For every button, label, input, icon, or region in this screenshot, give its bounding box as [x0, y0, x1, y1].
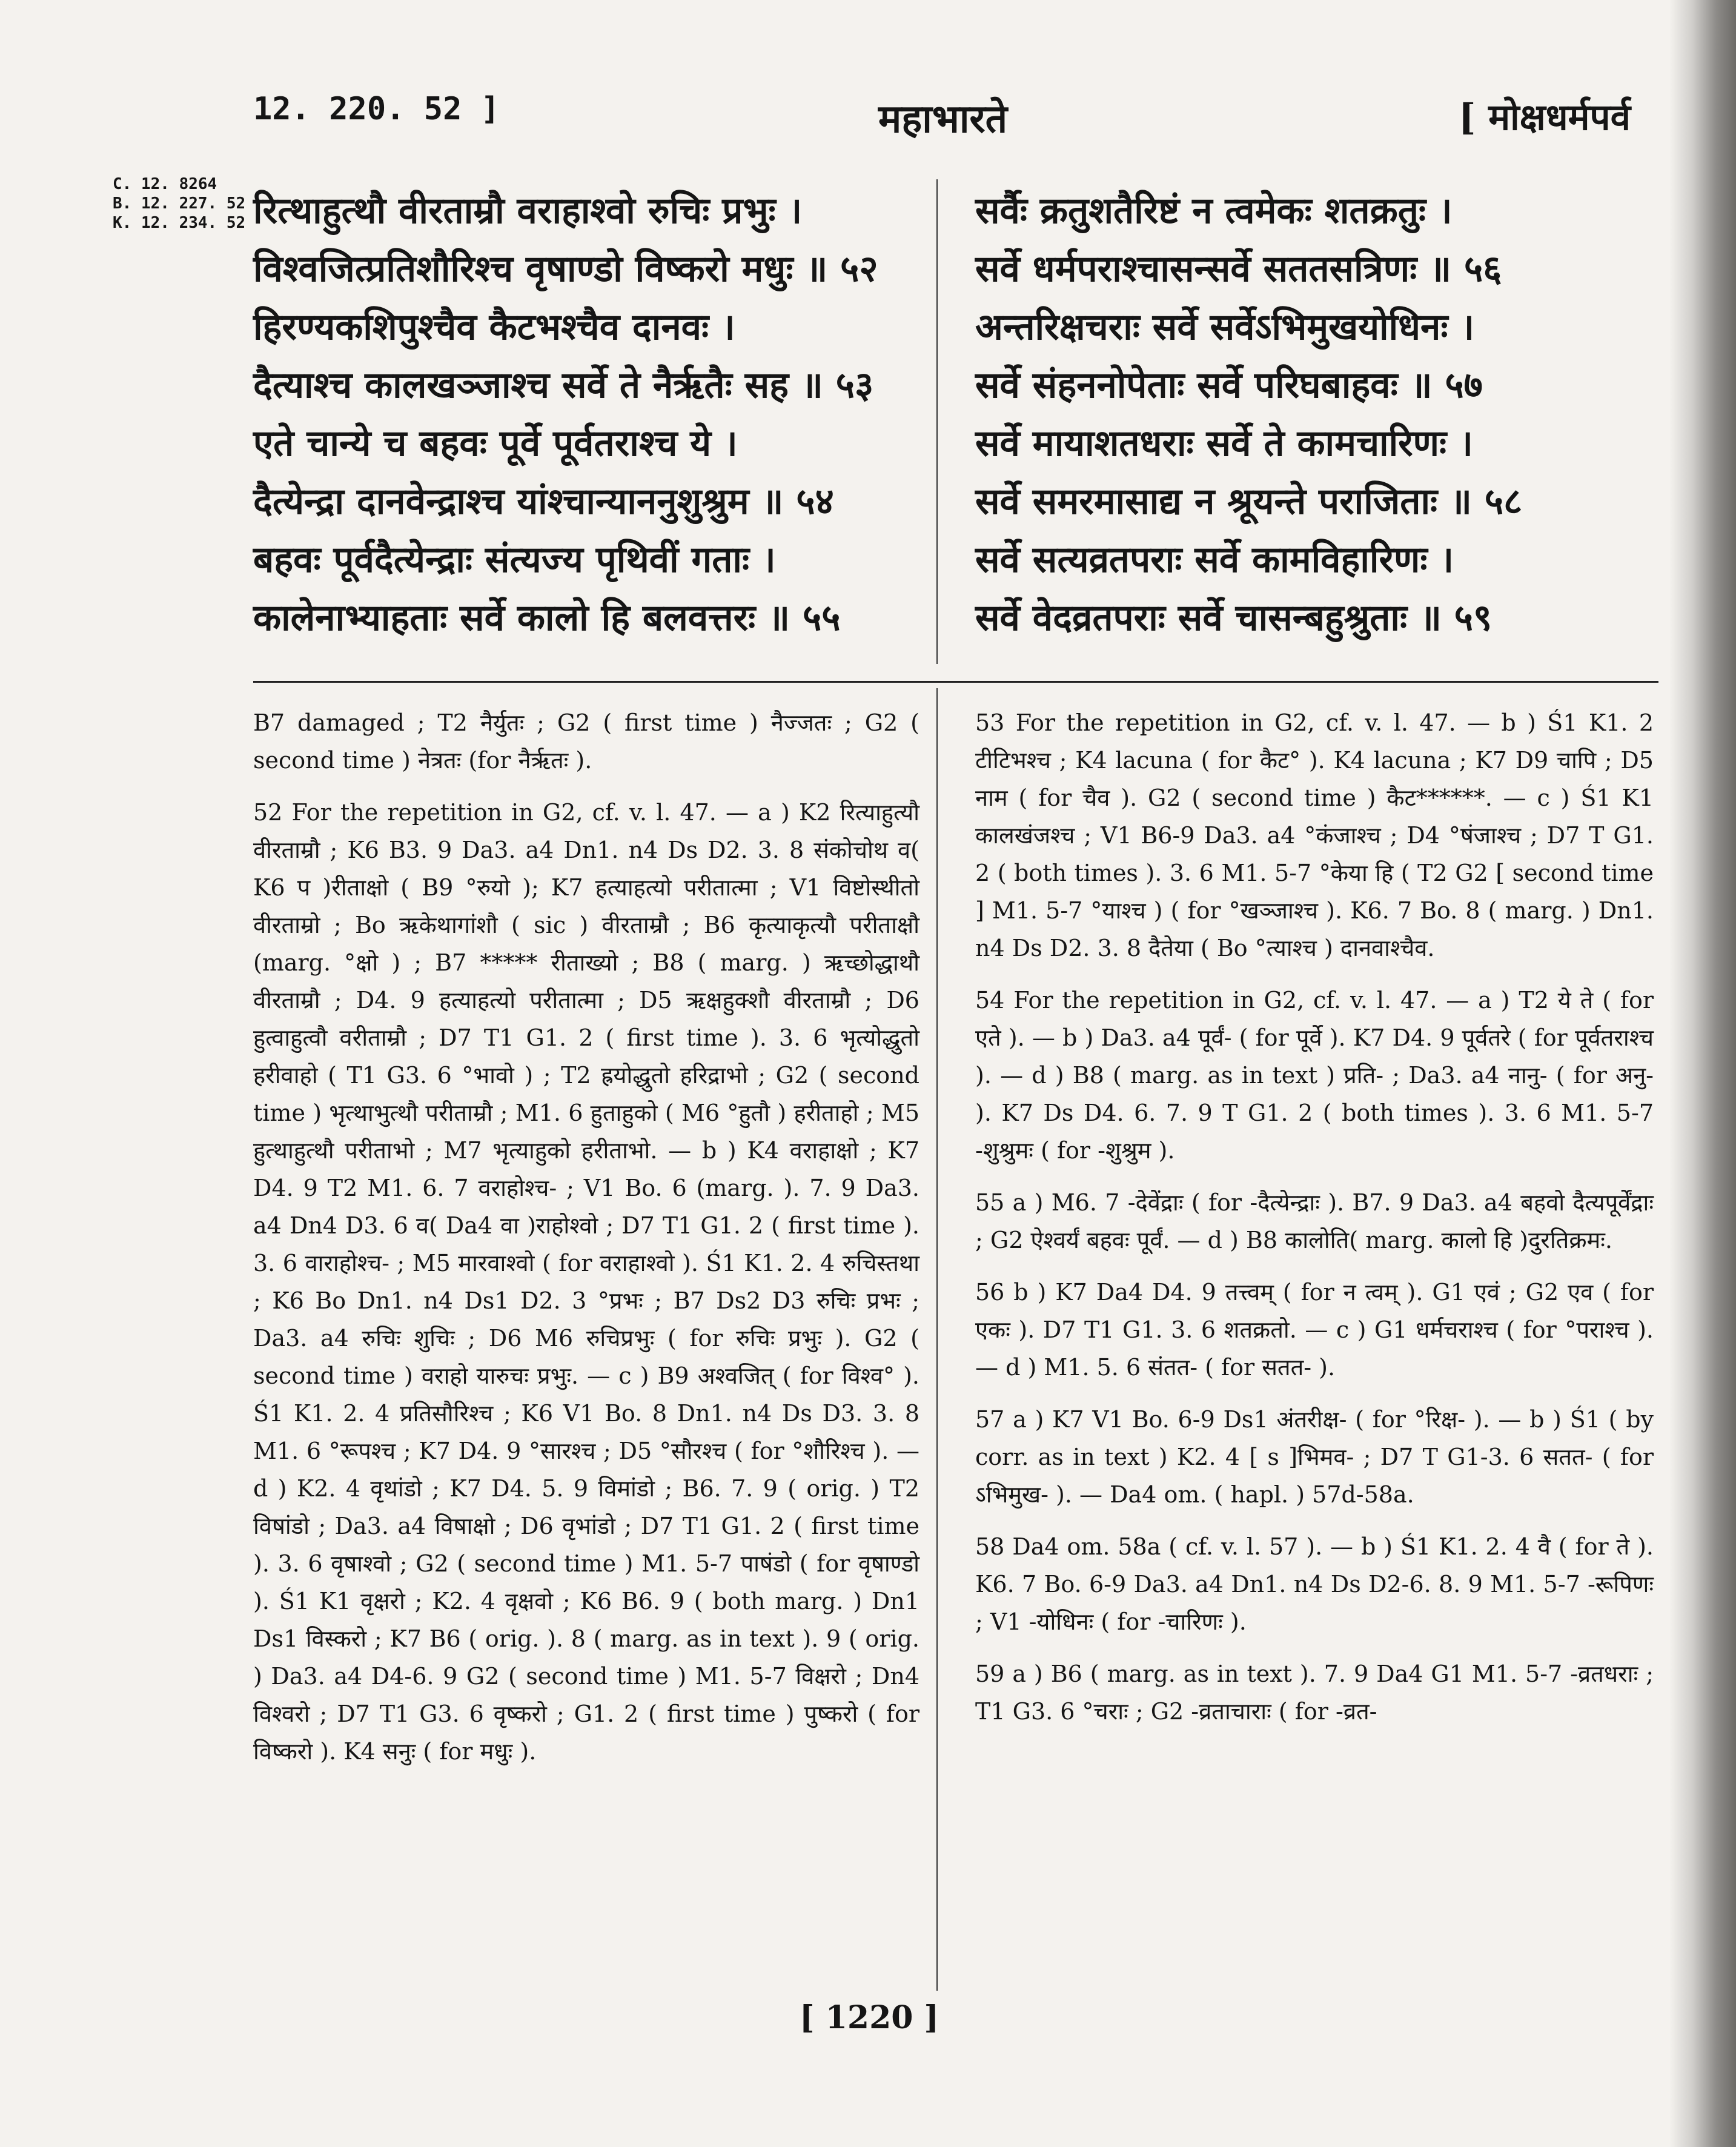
- page-number: [ 1220 ]: [800, 1999, 939, 2036]
- verse-line: हिरण्यकशिपुश्चैव कैटभश्चैव दानवः ।: [253, 306, 735, 348]
- apparatus-note: B7 damaged ; T2 नैर्युतः ; G2 ( first time ) नैज्जतः ; G2 ( second time ) नेत्रतः (for नैर्ऋतः ).: [253, 709, 919, 774]
- verse-line: अन्तरिक्षचराः सर्वे सर्वेऽभिमुखयोधिनः ।: [975, 306, 1475, 348]
- verse-line: विश्वजित्प्रतिशौरिश्च वृषाण्डो विष्करो मधुः ॥ ५२: [253, 248, 878, 290]
- apparatus-note: 52 For the repetition in G2, cf. v. l. 47. — a ) K2 रित्याहुत्यौ वीरताम्रौ ; K6 B3. 9 Da3. a4 Dn1. n4 Ds D2. 3. 8 संकोचोथ व( K6 प )रीताक्षो ( B9 °रुयो ); K7 हत्याहत्यो परीतात्मा ; V1 विष्टोस्थीतो वीरताम्रो ; Bo ऋकेथागांशौ ( sic ) वीरताम्रौ ; B6 कृत्याकृत्यौ परीताक्षौ (marg. °क्षो ) ; B7 ***** रीताख्यो ; B8 ( marg. ) ऋच्छोद्धाथौ वीरताम्रौ ; D4. 9 हत्याहत्यो परीतात्मा ; D5 ऋक्षहुक्शौ वीरताम्रौ ; D6 हुत्वाहुत्वौ वरीताम्रौ ; D7 T1 G1. 2 ( first time ). 3. 6 भृत्योद्धुतो हरीवाहो ( T1 G3. 6 °भावो ) ; T2 ह्रयोद्धुतो हरिद्राभो ; G2 ( second time ) भृत्थाभुत्थौ परीताम्रौ ; M1. 6 हुताहुको ( M6 °हुतौ ) हरीताहो ; M5 हुत्थाहुत्थौ परीताभो ; M7 भृत्याहुको हरीताभो. — b ) K4 वराहाक्षो ; K7 D4. 9 T2 M1. 6. 7 वराहोश्च- ; V1 Bo. 6 (marg. ). 7. 9 Da3. a4 Dn4 D3. 6 व( Da4 वा )राहोश्वो ; D7 T1 G1. 2 ( first time ). 3. 6 वाराहोश्च- ; M5 मारवाश्वो ( for वराहाश्वो ). Ś1 K1. 2. 4 रुचिस्तथा ; K6 Bo Dn1. n4 Ds1 D2. 3 °प्रभः ; B7 Ds2 D3 रुचिः प्रभः ; Da3. a4 रुचिः शुचिः ; D6 M6 रुचिप्रभुः ( for रुचिः प्रभुः ). G2 ( second time ) वराहो यारुचः प्रभुः. — c ) B9 अश्वजित् ( for विश्व° ). Ś1 K1. 2. 4 प्रतिसौरिश्च ; K6 V1 Bo. 8 Dn1. n4 Ds D3. 3. 8 M1. 6 °रूपश्च ; K7 D4. 9 °सारश्च ; D5 °सौरश्च ( for °शौरिश्च ). — d ) K2. 4 वृथांडो ; K7 D4. 5. 9 विमांडो ; B6. 7. 9 ( orig. ) T2 विषांडो ; Da3. a4 विषाक्षो ; D6 वृभांडो ; D7 T1 G1. 2 ( first time ). 3. 6 वृषाश्वो ; G2 ( second time ) M1. 5-7 पाषंडो ( for वृषाण्डो ). Ś1 K1 वृक्षरो ; K2. 4 वृक्षवो ; K6 B6. 9 ( both marg. ) Dn1 Ds1 विस्करो ; K7 B6 ( orig. ). 8 ( marg. as in text ). 9 ( orig. ) Da3. a4 D4-6. 9 G2 ( second time ) M1. 5-7 विक्षरो ; Dn4 विश्वरो ; D7 T1 G3. 6 वृष्करो ; G1. 2 ( first time ) पुष्करो ( for विष्करो ). K4 सनुः ( for मधुः ).: [253, 799, 919, 1765]
- apparatus-note: 58 Da4 om. 58a ( cf. v. l. 57 ). — b ) Ś1 K1. 2. 4 वै ( for ते ). K6. 7 Bo. 6-9 Da3. a4 Dn1. n4 Ds D2-6. 8. 9 M1. 5-7 -रूपिणः ; V1 -योधिनः ( for -चारिणः ).: [975, 1533, 1654, 1635]
- parva-title: [ मोक्षधर्मपर्व: [1459, 96, 1631, 139]
- concordance-bombay: B. 12. 227. 52: [113, 194, 246, 213]
- book-title: महाभारते: [878, 96, 1008, 142]
- verses-right-column: [975, 182, 1648, 647]
- verse-line: सर्वैः क्रतुशतैरिष्टं न त्वमेकः शतक्रतुः ।: [975, 190, 1453, 232]
- concordance-kumbakonam: K. 12. 234. 52: [113, 214, 246, 232]
- apparatus-note: 54 For the repetition in G2, cf. v. l. 47. — a ) T2 ये ते ( for एते ). — b ) Da3. a4 पूर्वं- ( for पूर्वे ). K7 D4. 9 पूर्वतरे ( for पूर्वतराश्च ). — d ) B8 ( marg. as in text ) प्रति- ; Da3. a4 नानु- ( for अनु- ). K7 Ds D4. 6. 7. 9 T G1. 2 ( both times ). 3. 6 M1. 5-7 -शुश्रुमः ( for -शुश्रुम ).: [975, 987, 1654, 1164]
- apparatus-note: 55 a ) M6. 7 -देवेंद्राः ( for -दैत्येन्द्राः ). B7. 9 Da3. a4 बहवो दैत्यपूर्वेंद्राः ; G2 ऐश्वर्यं बहवः पूर्वं. — d ) B8 कालोति( marg. कालो हि )दुरतिक्रमः.: [975, 1189, 1654, 1253]
- apparatus-right-column: [975, 704, 1654, 1745]
- apparatus-note: 57 a ) K7 V1 Bo. 6-9 Ds1 अंतरीक्ष- ( for °रिक्ष- ). — b ) Ś1 ( by corr. as in text ) K2. 4 [ s ]भिमव- ; D7 T G1-3. 6 सतत- ( for ऽभिमुख- ). — Da4 om. ( hapl. ) 57d-58a.: [975, 1406, 1654, 1508]
- verse-line: सर्वे सत्यव्रतपराः सर्वे कामविहारिणः ।: [975, 539, 1454, 581]
- verse-line: दैत्याश्च कालखञ्जाश्च सर्वे ते नैर्ऋतैः सह ॥ ५३: [253, 364, 874, 407]
- apparatus-column-divider: [936, 688, 938, 1991]
- verse-line: कालेनाभ्याहताः सर्वे कालो हि बलवत्तरः ॥ ५५: [253, 597, 841, 639]
- verse-line: सर्वे संहननोपेताः सर्वे परिघबाहवः ॥ ५७: [975, 364, 1483, 407]
- apparatus-note: 53 For the repetition in G2, cf. v. l. 47. — b ) Ś1 K1. 2 टीटिभश्च ; K4 lacuna ( for कैट° ). K4 lacuna ; K7 D9 चापि ; D5 नाम ( for चैव ). G2 ( second time ) कैट******. — c ) Ś1 K1 कालखंजश्च ; V1 B6-9 Da3. a4 °कंजाश्च ; D4 °षंजाश्च ; D7 T G1. 2 ( both times ). 3. 6 M1. 5-7 °केया हि ( T2 G2 [ second time ] M1. 5-7 °याश्च ) ( for °खञ्जाश्च ). K6. 7 Bo. 8 ( marg. ) Dn1. n4 Ds D2. 3. 8 दैतेया ( Bo °त्याश्च ) दानवाश्चैव.: [975, 709, 1654, 961]
- verse-reference: 12. 220. 52 ]: [253, 91, 500, 127]
- apparatus-note: 59 a ) B6 ( marg. as in text ). 7. 9 Da4 G1 M1. 5-7 -व्रतधराः ; T1 G3. 6 °चराः ; G2 -व्रताचाराः ( for -व्रत-: [975, 1661, 1654, 1725]
- book-edge-shadow: [1669, 0, 1736, 2147]
- verse-line: दैत्येन्द्रा दानवेन्द्राश्च यांश्चान्याननुशुश्रुम ॥ ५४: [253, 480, 834, 523]
- verse-line: रित्थाहुत्थौ वीरताम्रौ वराहाश्वो रुचिः प्रभुः ।: [253, 190, 803, 232]
- verse-column-divider: [936, 179, 938, 664]
- verse-line: सर्वे धर्मपराश्चासन्सर्वे सततसत्रिणः ॥ ५६: [975, 248, 1502, 290]
- verse-line: बहवः पूर्वदैत्येन्द्राः संत्यज्य पृथिवीं गताः ।: [253, 539, 776, 581]
- verse-line: सर्वे वेदव्रतपराः सर्वे चासन्बहुश्रुताः ॥ ५९: [975, 597, 1492, 639]
- concordance-calcutta: C. 12. 8264: [113, 175, 217, 193]
- apparatus-rule: [253, 681, 1658, 683]
- verse-line: एते चान्ये च बहवः पूर्वे पूर्वतराश्च ये ।: [253, 422, 738, 465]
- verse-line: सर्वे मायाशतधराः सर्वे ते कामचारिणः ।: [975, 422, 1473, 465]
- apparatus-left-column: [253, 704, 919, 1785]
- concordance: [113, 174, 245, 233]
- apparatus-note: 56 b ) K7 Da4 D4. 9 तत्त्वम् ( for न त्वम् ). G1 एवं ; G2 एव ( for एकः ). D7 T1 G1. 3. 6 शतक्रतो. — c ) G1 धर्मचराश्च ( for °पराश्च ). — d ) M1. 5. 6 संतत- ( for सतत- ).: [975, 1279, 1654, 1381]
- verse-line: सर्वे समरमासाद्य न श्रूयन्ते पराजिताः ॥ ५८: [975, 480, 1523, 523]
- verses-left-column: [253, 182, 913, 647]
